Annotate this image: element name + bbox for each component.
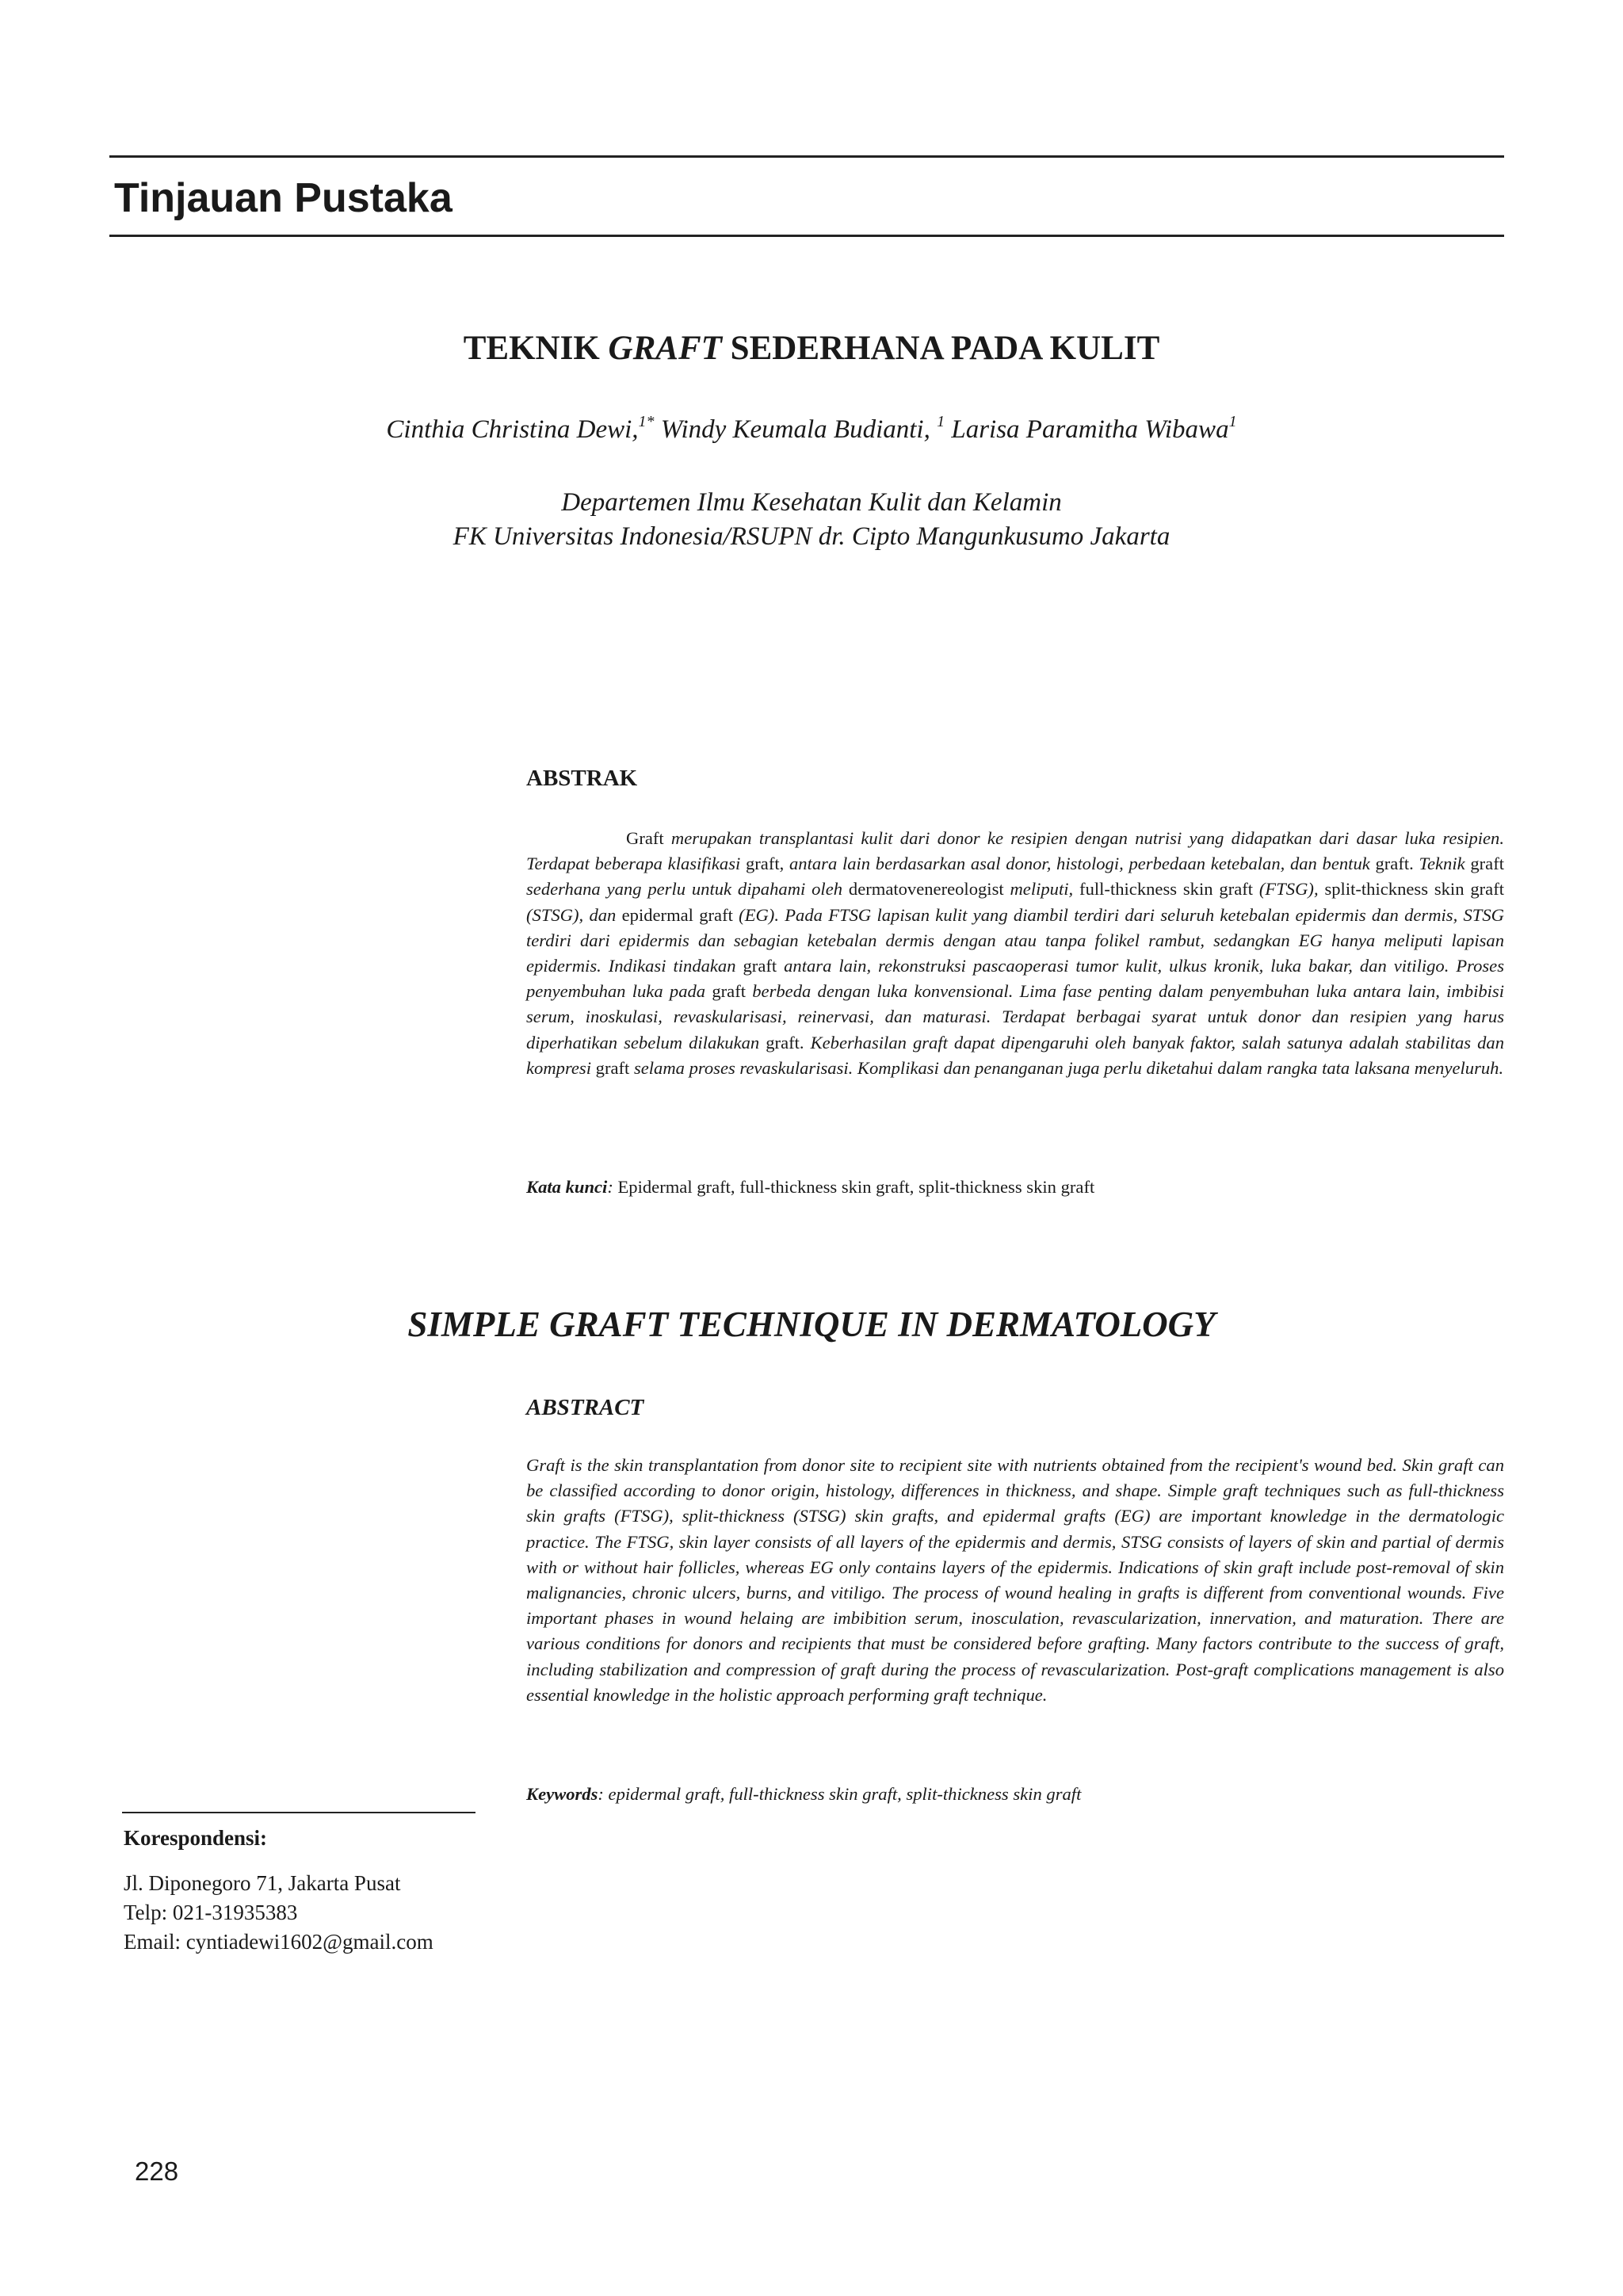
abstrak-text: sederhana yang perlu untuk dipahami oleh — [526, 879, 849, 900]
kata-kunci-value: Epidermal graft, full-thickness skin graft, split-thickness skin graft — [613, 1177, 1095, 1197]
correspondence-heading: Korespondensi: — [124, 1826, 268, 1850]
kata-kunci-separator: : — [607, 1177, 613, 1197]
abstrak-text: selama proses revaskularisasi. Komplikasi dan penanganan juga perlu diketahui dalam rangka tata laksana menyeluruh. — [629, 1057, 1504, 1078]
author-affiliation-mark: 1 — [1228, 413, 1237, 430]
abstract-paragraph: Graft is the skin transplantation from donor site to recipient site with nutrients obtained from the recipient's wound bed. Skin graft can be classified according to donor origin, histology, differences in thickness, and shape. Simple graft techniques such as full-thickness skin grafts (FTSG), split-thickness (STSG) skin grafts, and epidermal grafts (EG) are important knowledge in the dermatologic practice. The FTSG, skin layer consists of all layers of the epidermis and dermis, STSG consists of layers of skin and partial of dermis with or without hair follicles, whereas EG only contains layers of the epidermis. Indications of skin graft include post-removal of skin malignancies, chronic ulcers, burns, and vitiligo. The process of wound healing in grafts is different from conventional wounds. Five important phases in wound helaing are imbibition serum, inosculation, revascularization, innervation, and maturation. There are various conditions for donors and recipients that must be considered before grafting. Many factors contribute to the success of graft, including stabilization and compression of graft during the process of revascularization. Post-graft complications management is also essential knowledge in the holistic approach performing graft technique. — [526, 1455, 1504, 1705]
header-rule-top — [109, 155, 1504, 158]
header-rule-bottom — [109, 235, 1504, 237]
section-label: Tinjauan Pustaka — [114, 175, 453, 221]
abstrak-term: split-thickness skin graft — [1324, 879, 1504, 900]
article-title-id — [0, 327, 1623, 371]
title-id-part1: TEKNIK — [463, 330, 609, 367]
correspondence-block — [124, 1869, 433, 1957]
abstrak-term: graft, — [745, 854, 785, 874]
keywords-line — [526, 1782, 1081, 1807]
abstrak-text: berbeda dengan luka konvensional. Lima fase penting dalam penyembuhan luka antara lain, imbibisi serum, inoskulasi, revaskularisasi, reinervasi, dan maturasi. Terdapat berbagai syarat untuk donor dan resipien yang harus diperhatikan sebelum dilakukan — [526, 981, 1504, 1052]
affiliation-line-1: Departemen Ilmu Kesehatan Kulit dan Kelamin — [561, 488, 1062, 517]
abstrak-term: graft — [712, 981, 746, 1002]
correspondence-address: Jl. Diponegoro 71, Jakarta Pusat — [124, 1871, 401, 1895]
kata-kunci-label: Kata kunci — [526, 1177, 608, 1197]
keywords-label: Keywords — [526, 1784, 598, 1804]
title-id-part3: SEDERHANA PADA KULIT — [721, 330, 1160, 367]
kata-kunci-line — [526, 1175, 1094, 1200]
abstrak-term: graft — [595, 1057, 630, 1078]
abstrak-term: graft. — [1375, 854, 1414, 874]
abstrak-term: dermatovenereologist — [848, 879, 1004, 900]
abstrak-text: antara lain berdasarkan asal donor, histologi, perbedaan ketebalan, dan bentuk — [784, 854, 1376, 874]
page-number: 228 — [135, 2157, 179, 2186]
author-affiliation-mark: 1* — [638, 413, 655, 430]
author-list — [0, 411, 1623, 449]
abstrak-text: (STSG), dan — [526, 904, 622, 925]
abstract-heading: ABSTRACT — [526, 1395, 644, 1420]
abstrak-body — [526, 826, 1504, 1081]
abstrak-text: (FTSG), — [1253, 879, 1325, 900]
affiliation-line-2: FK Universitas Indonesia/RSUPN dr. Cipto Mangunkusumo Jakarta — [453, 522, 1170, 551]
abstrak-text: (EG). Pada FTSG lapisan kulit yang diambil terdiri dari seluruh ketebalan epidermis dan dermis, STSG terdiri dari epidermis dan sebagian ketebalan dermis dengan atau tanpa folikel rambut, sedangkan EG hanya meliputi lapisan epidermis. Indikasi tindakan — [526, 904, 1504, 976]
author-affiliation-mark: 1 — [937, 413, 945, 430]
abstrak-text: antara lain, rekonstruksi pascaoperasi tumor kulit, ulkus kronik, luka bakar, dan vitiligo. Proses penyembuhan luka pada — [526, 956, 1505, 1002]
abstrak-term: full-thickness skin graft — [1079, 879, 1254, 900]
abstrak-term: graft — [1470, 854, 1504, 874]
correspondence-email: Email: cyntiadewi1602@gmail.com — [124, 1930, 433, 1954]
abstrak-text: meliputi, — [1003, 879, 1080, 900]
abstrak-term: Graft — [626, 828, 664, 848]
author-name: Cinthia Christina Dewi, — [386, 415, 639, 444]
abstrak-text: Teknik — [1413, 854, 1471, 874]
correspondence-rule — [122, 1812, 475, 1813]
abstrak-text: merupakan transplantasi kulit dari donor ke resipien dengan nutrisi yang didapatkan dari dasar luka resipien. Terdapat beberapa klasifikasi — [526, 828, 1504, 874]
abstrak-term: graft — [743, 956, 777, 976]
author-name: Larisa Paramitha Wibawa — [945, 415, 1229, 444]
correspondence-phone: Telp: 021-31935383 — [124, 1901, 298, 1924]
abstrak-term: graft. — [766, 1032, 804, 1052]
article-title-en: SIMPLE GRAFT TECHNIQUE IN DERMATOLOGY — [407, 1305, 1216, 1344]
abstrak-paragraph — [526, 826, 1504, 1081]
title-id-part2: GRAFT — [608, 330, 722, 367]
author-name: Windy Keumala Budianti, — [654, 415, 938, 444]
abstrak-term: epidermal graft — [621, 904, 733, 925]
keywords-value: : epidermal graft, full-thickness skin graft, split-thickness skin graft — [598, 1784, 1082, 1804]
abstrak-text: Keberhasilan graft dapat dipengaruhi oleh banyak faktor, salah satunya adalah stabilitas dan kompresi — [526, 1032, 1504, 1078]
abstract-body — [526, 1453, 1504, 1708]
abstrak-heading: ABSTRAK — [526, 766, 638, 791]
